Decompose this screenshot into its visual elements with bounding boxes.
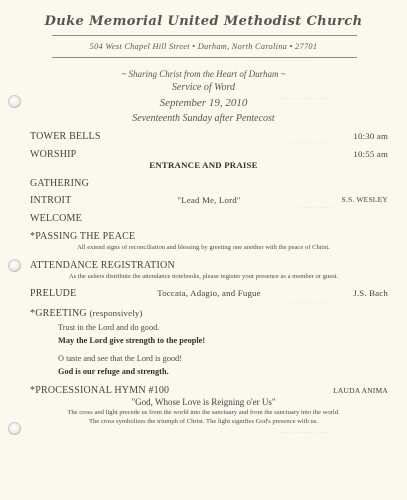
item-label: ATTENDANCE REGISTRATION	[30, 260, 175, 271]
item-title: Toccata, Adagio, and Fugue	[157, 288, 261, 298]
item-label: WELCOME	[30, 213, 82, 224]
litany-people-line: God is our refuge and strength.	[58, 367, 169, 376]
item-qualifier: (responsively)	[89, 308, 143, 318]
item-note: The cross and light precede us from the world into the sanctuary and from the sanctuary into the world.	[67, 409, 340, 416]
binder-hole	[8, 259, 21, 272]
item-time: 10:30 am	[353, 131, 388, 141]
item-label: INTROIT	[30, 195, 72, 206]
section-heading: ENTRANCE AND PRAISE	[149, 160, 258, 170]
hymn-title: "God, Whose Love is Reigning o'er Us"	[131, 397, 276, 407]
bleed-through-text: ~ ~ ~ ~ ~ ~ ~	[300, 205, 333, 211]
item-label: *GREETING (responsively)	[30, 308, 143, 319]
item-label: TOWER BELLS	[30, 131, 101, 142]
item-label: PRELUDE	[30, 288, 77, 299]
item-label: WORSHIP	[30, 149, 77, 160]
item-label: GATHERING	[30, 178, 90, 189]
item-composer: J.S. Bach	[353, 288, 388, 298]
item-prelude	[30, 288, 388, 302]
litany-leader-line: O taste and see that the Lord is good!	[58, 354, 182, 363]
item-note: As the ushers distribute the attendance notebooks, please register your presence as a member or guest.	[68, 273, 339, 280]
church-address: 504 West Chapel Hill Street • Durham, North Carolina • 27701	[89, 42, 318, 51]
item-passing-peace	[30, 231, 388, 245]
header-rule	[52, 35, 357, 36]
bleed-through-text: ~ ~ ~ ~ ~ ~ ~ ~ ~	[290, 300, 333, 306]
item-tower-bells	[30, 131, 388, 145]
item-welcome	[30, 213, 388, 227]
item-note: All extend signs of reconciliation and blessing by greeting one another with the peace of Christ.	[77, 244, 330, 251]
church-motto: ~ Sharing Christ from the Heart of Durham ~	[121, 69, 286, 79]
bleed-through-text: ~ ~ ~ ~ ~ ~ ~ ~ ~ ~	[280, 430, 328, 436]
item-time: 10:55 am	[353, 149, 388, 159]
service-name: Service of Word	[171, 82, 236, 93]
item-note: The cross symbolizes the triumph of Christ. The light signifies God's presence with us.	[88, 418, 319, 425]
hymn-tune: LAUDA ANIMA	[333, 386, 388, 395]
header-rule	[52, 57, 357, 58]
bleed-through-text: ~ ~ ~ ~ ~ ~ ~ ~ ~	[290, 140, 333, 146]
liturgical-sunday: Seventeenth Sunday after Pentecost	[132, 113, 275, 124]
item-introit	[30, 195, 388, 209]
litany-leader-line: Trust in the Lord and do good.	[58, 323, 160, 332]
bleed-through-text: ~ ~ ~ ~ ~ ~ ~ ~ ~ ~ ~ ~ ~	[250, 58, 313, 64]
item-gathering	[30, 178, 388, 192]
item-greeting	[30, 308, 388, 322]
item-label: *PROCESSIONAL HYMN #100	[30, 385, 170, 396]
item-composer: S.S. WESLEY	[341, 195, 388, 204]
litany-people-line: May the Lord give strength to the people!	[58, 336, 206, 345]
item-label: *PASSING THE PEACE	[30, 231, 136, 242]
bleed-through-text: ~ ~ ~ ~ ~ ~ ~ ~ ~ ~	[280, 96, 328, 102]
item-attendance	[30, 260, 388, 274]
church-name: Duke Memorial United Methodist Church	[44, 14, 363, 29]
service-date: September 19, 2010	[159, 97, 248, 109]
item-title: "Lead Me, Lord"	[177, 195, 241, 205]
